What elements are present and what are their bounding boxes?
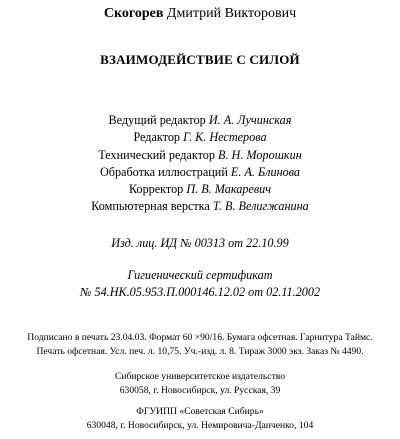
staff-row-illustrations — [0, 164, 400, 181]
staff-role: Обработка иллюстраций — [99, 164, 228, 179]
staff-name: П. В. Макаревич — [186, 182, 272, 197]
author-surname: Скогорев — [103, 6, 164, 21]
staff-role: Компьютерная верстка — [91, 199, 210, 214]
publisher-name: Сибирское университетское издательство — [114, 371, 286, 382]
staff-row-technical-editor — [0, 147, 400, 164]
publisher-address: 630058, г. Новосибирск, ул. Русская, 39 — [119, 385, 281, 396]
printer-name: ФГУИПП «Советская Сибирь» — [136, 406, 264, 417]
staff-name: Т. В. Велигжанина — [212, 199, 309, 214]
author-given-names: Дмитрий Викторович — [166, 6, 297, 21]
staff-name: И. А. Лучинская — [208, 113, 292, 127]
staff-role: Корректор — [128, 182, 184, 197]
book-title: ВЗАИМОДЕЙСТВИЕ С СИЛОЙ — [100, 52, 300, 67]
print-info-line-2: Печать офсетная. Усл. печ. л. 10,75. Уч.-изд. л. 8. Тираж 3000 экз. Заказ № 4490. — [36, 346, 364, 357]
staff-role: Редактор — [133, 130, 181, 145]
author-line — [0, 6, 400, 22]
hygiene-certificate-title: Гигиенический сертификат — [127, 268, 273, 282]
editorial-staff — [0, 112, 400, 216]
staff-role: Технический редактор — [98, 147, 215, 162]
staff-row-proofreader — [0, 181, 400, 198]
staff-row-layout — [0, 198, 400, 215]
staff-name: Е. А. Блинова — [230, 164, 301, 179]
staff-role: Ведущий редактор — [108, 113, 206, 127]
staff-row-editor — [0, 129, 400, 146]
hygiene-certificate-number: № 54.НК.05.953.П.000146.12.02 от 02.11.2002 — [79, 285, 321, 299]
staff-name: В. Н. Морошкин — [218, 147, 302, 162]
staff-name: Г. К. Нестерова — [183, 130, 267, 145]
publisher-license: Изд. лиц. ИД № 00313 от 22.10.99 — [111, 236, 289, 250]
printer-address: 630048, г. Новосибирск, ул. Немировича-Данченко, 104 — [86, 420, 314, 431]
print-info-line-1: Подписано в печать 23.04.03. Формат 60 ×90/16. Бумага офсетная. Гарнитура Таймс. — [27, 332, 373, 343]
staff-row-lead-editor — [0, 112, 400, 129]
